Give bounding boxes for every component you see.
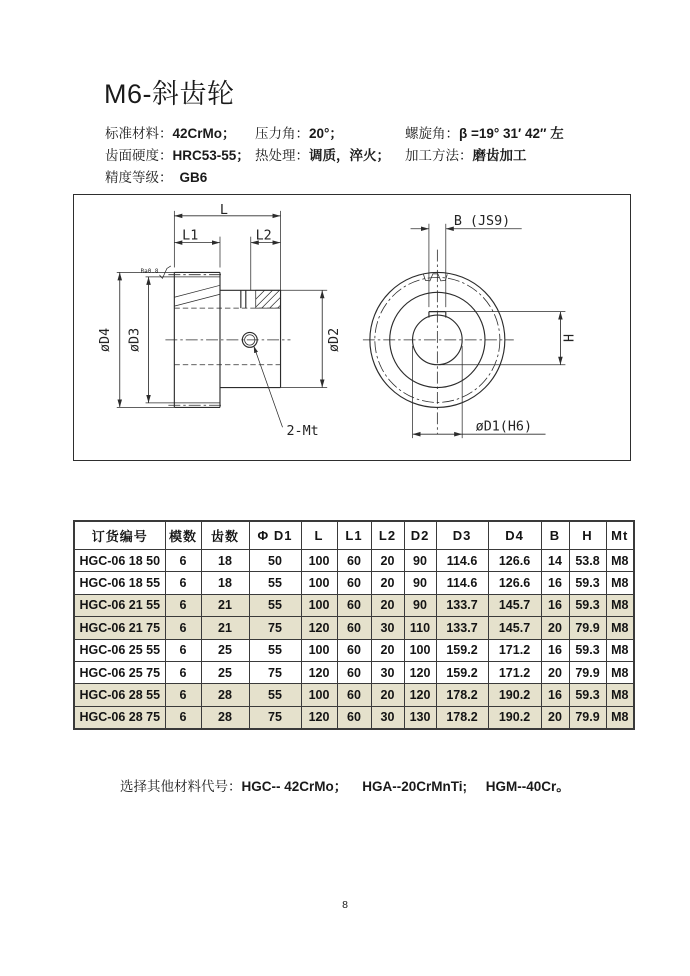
spec-precision-value: GB6 [179,170,208,185]
table-cell: 60 [337,617,371,639]
table-cell: 120 [404,661,436,683]
table-cell: 171.2 [488,661,541,683]
table-cell: M8 [606,684,634,706]
table-cell: 178.2 [436,706,488,729]
table-cell: 20 [541,706,569,729]
table-cell: 90 [404,572,436,594]
table-cell: 159.2 [436,661,488,683]
table-cell: 190.2 [488,706,541,729]
table-cell: 79.9 [569,617,606,639]
table-cell: HGC-06 21 75 [74,617,165,639]
table-cell: 90 [404,594,436,616]
spec-helix-angle-value: β =19° 31′ 42″ 左 [459,126,564,141]
table-row [74,550,634,572]
table-cell: 30 [371,617,404,639]
table-cell: HGC-06 21 55 [74,594,165,616]
table-cell: 50 [249,550,301,572]
gear-drawing-svg [74,195,630,460]
table-cell: 133.7 [436,594,488,616]
table-cell: 53.8 [569,550,606,572]
table-cell: 6 [165,706,201,729]
helix-line [174,294,220,306]
column-header: H [569,521,606,550]
table-cell: 133.7 [436,617,488,639]
table-cell: 75 [249,661,301,683]
table-cell: M8 [606,550,634,572]
roughness-label: Ra0.8 [140,267,159,275]
table-cell: 90 [404,550,436,572]
table-cell: 100 [301,572,337,594]
table-cell: 79.9 [569,706,606,729]
table-cell: 6 [165,594,201,616]
column-header: 模数 [165,521,201,550]
table-cell: 6 [165,661,201,683]
spec-machining-label: 加工方法： [405,148,473,163]
table-body [74,550,634,730]
column-header: L1 [337,521,371,550]
spec-pressure-angle [255,122,343,142]
table-cell: 100 [301,639,337,661]
table-cell: HGC-06 18 55 [74,572,165,594]
column-header: D2 [404,521,436,550]
dim-dia2-label: øD2 [327,327,343,352]
table-cell: 20 [371,594,404,616]
column-header: L2 [371,521,404,550]
table-cell: 60 [337,684,371,706]
table-row [74,572,634,594]
table-cell: 55 [249,572,301,594]
table-cell: 55 [249,684,301,706]
table-cell: 20 [371,572,404,594]
material-note-label: 选择其他材料代号： [120,779,242,794]
table-cell: 6 [165,617,201,639]
spec-hardness-label: 齿面硬度： [105,148,173,163]
table-cell: 21 [201,594,249,616]
table-cell: 25 [201,661,249,683]
table-cell: 100 [301,594,337,616]
column-header: D3 [436,521,488,550]
table-cell: 120 [301,617,337,639]
spec-line-3 [105,166,645,185]
table-cell: 28 [201,684,249,706]
table-cell: 16 [541,684,569,706]
spec-material-value: 42CrMo； [172,126,236,141]
spec-table [73,520,635,730]
table-cell: 6 [165,639,201,661]
table-cell: 59.3 [569,572,606,594]
material-note-value: HGC-- 42CrMo； HGA--20CrMnTi; HGM--40Cr。 [241,779,570,794]
table-cell: 120 [404,684,436,706]
table-cell: 60 [337,706,371,729]
table-cell: 120 [301,706,337,729]
table-cell: 59.3 [569,684,606,706]
table-cell: HGC-06 25 55 [74,639,165,661]
column-header: D4 [488,521,541,550]
table-cell: 100 [404,639,436,661]
table-cell: 126.6 [488,572,541,594]
spec-pressure-angle-label: 压力角： [255,126,309,141]
table-cell: 20 [371,550,404,572]
spec-precision [105,166,207,186]
table-cell: HGC-06 28 75 [74,706,165,729]
table-row [74,617,634,639]
table-cell: 21 [201,617,249,639]
column-header: Φ D1 [249,521,301,550]
spec-heat-treatment-label: 热处理： [255,148,309,163]
table-cell: 178.2 [436,684,488,706]
table-cell: 145.7 [488,617,541,639]
column-header: L [301,521,337,550]
table-cell: HGC-06 28 55 [74,684,165,706]
table-cell: 75 [249,617,301,639]
spec-precision-label: 精度等级： [105,170,173,185]
table-cell: 79.9 [569,661,606,683]
table-row [74,706,634,729]
dim-keyway-height-label: H [562,333,578,342]
table-cell: 6 [165,550,201,572]
spec-line-1 [105,122,645,141]
table-cell: 18 [201,572,249,594]
dim-dia4-label: øD4 [97,327,113,352]
dim-length2-label: L2 [255,228,272,244]
spec-line-2 [105,144,645,163]
spec-pressure-angle-value: 20°； [309,126,343,141]
tap-label: 2-Mt [286,424,319,440]
spec-machining-value: 磨齿加工 [472,148,527,163]
table-cell: 100 [301,550,337,572]
table-cell: 59.3 [569,639,606,661]
table-cell: 30 [371,661,404,683]
table-cell: 75 [249,706,301,729]
table-cell: M8 [606,661,634,683]
table-cell: HGC-06 25 75 [74,661,165,683]
dim-keyway-width-label: B (JS9) [453,213,511,229]
table-cell: M8 [606,706,634,729]
table-cell: HGC-06 18 50 [74,550,165,572]
table-cell: 190.2 [488,684,541,706]
table-cell: 20 [371,639,404,661]
table-cell: 20 [541,617,569,639]
spec-helix-angle-label: 螺旋角： [405,126,459,141]
table-cell: 55 [249,594,301,616]
table-row [74,639,634,661]
table-cell: 28 [201,706,249,729]
table-cell: 110 [404,617,436,639]
table-cell: 130 [404,706,436,729]
table-cell: 16 [541,639,569,661]
table-cell: 159.2 [436,639,488,661]
table-cell: 171.2 [488,639,541,661]
table-row [74,594,634,616]
tap-leader [254,346,283,427]
table-cell: 114.6 [436,572,488,594]
spec-heat-treatment [255,144,390,164]
table-cell: 120 [301,661,337,683]
spec-heat-treatment-value: 调质，淬火； [309,148,390,163]
spec-hardness [105,144,250,164]
spec-material-label: 标准材料： [105,126,173,141]
material-note [105,760,570,810]
table-cell: 20 [371,684,404,706]
page-title: M6-斜齿轮 [104,79,235,109]
table-cell: 60 [337,661,371,683]
table-cell: 25 [201,639,249,661]
column-header: 订货编号 [74,521,165,550]
table-cell: 126.6 [488,550,541,572]
table-cell: M8 [606,617,634,639]
dim-length1-label: L1 [182,228,199,244]
table-cell: 16 [541,572,569,594]
dim-length-label: L [219,202,228,218]
table-header-row [74,521,634,550]
table-cell: M8 [606,572,634,594]
column-header: B [541,521,569,550]
column-header: 齿数 [201,521,249,550]
table-cell: 14 [541,550,569,572]
dim-dia3-label: øD3 [127,327,143,352]
table-cell: 60 [337,572,371,594]
table-cell: 60 [337,594,371,616]
table-row [74,684,634,706]
spec-material [105,122,236,142]
table-cell: 59.3 [569,594,606,616]
table-cell: 18 [201,550,249,572]
table-cell: 60 [337,639,371,661]
page-number: 8 [342,899,348,911]
side-view [98,203,342,439]
table-cell: 60 [337,550,371,572]
spec-helix-angle [405,122,564,142]
table-cell: 100 [301,684,337,706]
table-row [74,661,634,683]
dim-bore-label: øD1(H6) [475,419,533,435]
helix-line [174,285,220,297]
column-header: Mt [606,521,634,550]
table-cell: 20 [541,661,569,683]
technical-drawing [73,194,631,461]
table-cell: 6 [165,572,201,594]
table-cell: 16 [541,594,569,616]
table-cell: M8 [606,594,634,616]
front-view [363,214,577,438]
table-cell: 145.7 [488,594,541,616]
table-cell: M8 [606,639,634,661]
spec-hardness-value: HRC53-55； [172,148,250,163]
table-cell: 30 [371,706,404,729]
spec-machining [405,144,527,164]
table-cell: 6 [165,684,201,706]
table-cell: 55 [249,639,301,661]
table-cell: 114.6 [436,550,488,572]
